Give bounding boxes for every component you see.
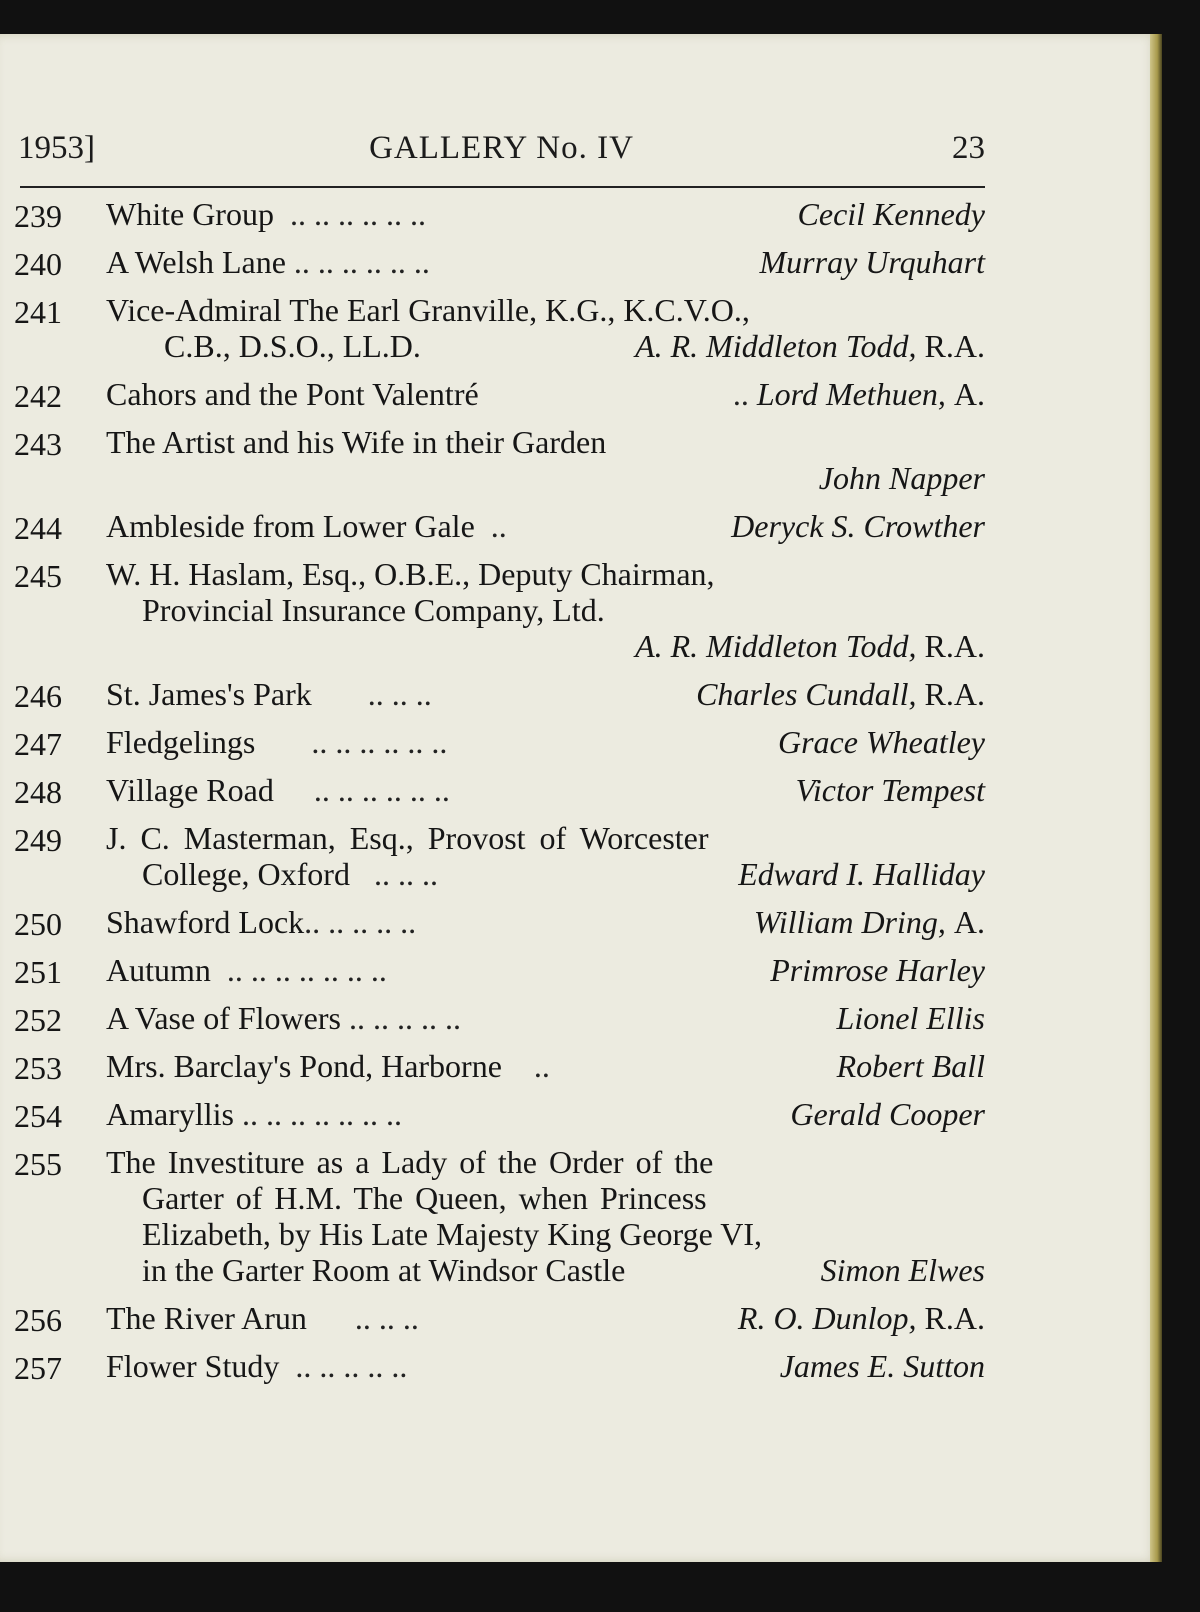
entry-number: 246 (14, 678, 62, 714)
leader-dots: .. .. .. .. .. .. (313, 772, 450, 808)
entry-title: Autumn .. .. .. .. .. .. .. (106, 952, 387, 988)
header-page-number: 23 (952, 130, 985, 166)
entry-title: Village Road .. .. .. .. .. .. (106, 772, 450, 808)
entry-title: Shawford Lock.. .. .. .. .. (106, 904, 417, 940)
leader-dots: .. .. .. (373, 856, 438, 892)
artist-suffix: A. (953, 376, 985, 412)
artist-suffix: R.A. (924, 328, 985, 364)
catalogue-entry (14, 772, 985, 808)
leader-dots: .. (732, 376, 749, 412)
entry-artist: A. R. Middleton Todd, R.A. (635, 628, 985, 664)
entry-title: J. C. Masterman, Esq., Provost of Worcester (106, 820, 709, 856)
catalogue-entries (14, 196, 985, 1384)
leader-dots: .. .. .. .. .. .. (311, 724, 448, 760)
entry-artist: Primrose Harley (770, 952, 985, 988)
entry-artist: Simon Elwes (820, 1252, 985, 1288)
entry-title: W. H. Haslam, Esq., O.B.E., Deputy Chairman, (106, 556, 715, 592)
entry-title: Vice-Admiral The Earl Granville, K.G., K.C.V.O., (106, 292, 750, 328)
entry-number: 243 (14, 426, 62, 462)
catalogue-entry (14, 1348, 985, 1384)
catalogue-entry (14, 244, 985, 280)
entry-number: 249 (14, 822, 62, 858)
entry-title: A Welsh Lane .. .. .. .. .. .. (106, 244, 430, 280)
leader-dots: .. .. .. .. .. (295, 1348, 408, 1384)
entry-title: Flower Study .. .. .. .. .. (106, 1348, 408, 1384)
entry-title: St. James's Park .. .. .. (106, 676, 432, 712)
entry-number: 240 (14, 246, 62, 282)
artist-suffix: R.A. (924, 676, 985, 712)
entry-title-continued: College, Oxford .. .. .. (142, 856, 438, 892)
entry-number: 242 (14, 378, 62, 414)
catalogue-entry (14, 1144, 985, 1288)
entry-title-continued: Provincial Insurance Company, Ltd. (142, 592, 605, 628)
artist-suffix: A. (953, 904, 985, 940)
header-gallery-title: GALLERY No. IV (369, 130, 634, 166)
entry-artist: A. R. Middleton Todd, R.A. (635, 328, 985, 364)
entry-artist: Deryck S. Crowther (731, 508, 985, 544)
header-year: 1953] (18, 130, 95, 166)
leader-dots: .. (490, 508, 507, 544)
catalogue-entry (14, 292, 985, 364)
entry-artist: Edward I. Halliday (738, 856, 985, 892)
entry-number: 241 (14, 294, 62, 330)
entry-artist: Robert Ball (836, 1048, 985, 1084)
page-edge (1150, 34, 1162, 1562)
entry-title: White Group .. .. .. .. .. .. (106, 196, 426, 232)
catalogue-entry (14, 1096, 985, 1132)
entry-number: 248 (14, 774, 62, 810)
entry-title: The Investiture as a Lady of the Order of the (106, 1144, 714, 1180)
entry-title: Cahors and the Pont Valentré (106, 376, 479, 412)
entry-number: 245 (14, 558, 62, 594)
entry-artist: Lionel Ellis (836, 1000, 985, 1036)
entry-title: Fledgelings .. .. .. .. .. .. (106, 724, 448, 760)
leader-dots: .. .. .. .. .. .. (293, 244, 430, 280)
artist-suffix: R.A. (924, 628, 985, 664)
leader-dots: .. (533, 1048, 550, 1084)
catalogue-entry (14, 724, 985, 760)
entry-artist: Victor Tempest (795, 772, 985, 808)
entry-title: A Vase of Flowers .. .. .. .. .. (106, 1000, 461, 1036)
entry-title: The Artist and his Wife in their Garden (106, 424, 607, 460)
entry-number: 247 (14, 726, 62, 762)
entry-title-continued: Garter of H.M. The Queen, when Princess (142, 1180, 707, 1216)
entry-artist: Charles Cundall, R.A. (696, 676, 985, 712)
entry-number: 244 (14, 510, 62, 546)
header-rule (20, 186, 985, 188)
leader-dots: .. .. .. (367, 676, 432, 712)
entry-artist: .. Lord Methuen, A. (732, 376, 985, 412)
entry-number: 253 (14, 1050, 62, 1086)
catalogue-entry (14, 508, 985, 544)
running-header (18, 130, 985, 180)
entry-artist: Grace Wheatley (777, 724, 985, 760)
catalogue-entry (14, 1000, 985, 1036)
catalogue-entry (14, 1300, 985, 1336)
entry-title: Mrs. Barclay's Pond, Harborne .. (106, 1048, 550, 1084)
leader-dots: .. .. .. .. .. .. .. (226, 952, 387, 988)
entry-artist: John Napper (818, 460, 985, 496)
entry-artist: Gerald Cooper (790, 1096, 985, 1132)
entry-number: 251 (14, 954, 62, 990)
catalogue-entry (14, 424, 985, 496)
leader-dots: .. .. .. .. .. .. .. (241, 1096, 402, 1132)
entry-number: 252 (14, 1002, 62, 1038)
entry-title-continued: C.B., D.S.O., LL.D. (164, 328, 421, 364)
entry-title-continued: Elizabeth, by His Late Majesty King George VI, (142, 1216, 762, 1252)
catalogue-entry (14, 676, 985, 712)
entry-number: 256 (14, 1302, 62, 1338)
catalogue-entry (14, 196, 985, 232)
entry-number: 257 (14, 1350, 62, 1386)
entry-artist: Cecil Kennedy (797, 196, 985, 232)
catalogue-entry (14, 556, 985, 664)
catalogue-entry (14, 1048, 985, 1084)
entry-number: 250 (14, 906, 62, 942)
leader-dots: .. .. .. .. .. (304, 904, 417, 940)
leader-dots: .. .. .. (354, 1300, 419, 1336)
entry-artist: William Dring, A. (753, 904, 985, 940)
entry-title: Ambleside from Lower Gale .. (106, 508, 507, 544)
catalogue-entry (14, 820, 985, 892)
entry-number: 255 (14, 1146, 62, 1182)
artist-suffix: R.A. (924, 1300, 985, 1336)
entry-artist: Murray Urquhart (759, 244, 985, 280)
entry-number: 254 (14, 1098, 62, 1134)
leader-dots: .. .. .. .. .. (348, 1000, 461, 1036)
catalogue-entry (14, 376, 985, 412)
entry-artist: James E. Sutton (779, 1348, 985, 1384)
entry-title-continued: in the Garter Room at Windsor Castle (142, 1252, 626, 1288)
catalogue-entry (14, 952, 985, 988)
entry-title: Amaryllis .. .. .. .. .. .. .. (106, 1096, 402, 1132)
leader-dots: .. .. .. .. .. .. (289, 196, 426, 232)
entry-number: 239 (14, 198, 62, 234)
catalogue-entry (14, 904, 985, 940)
entry-title: The River Arun .. .. .. (106, 1300, 419, 1336)
entry-artist: R. O. Dunlop, R.A. (737, 1300, 985, 1336)
